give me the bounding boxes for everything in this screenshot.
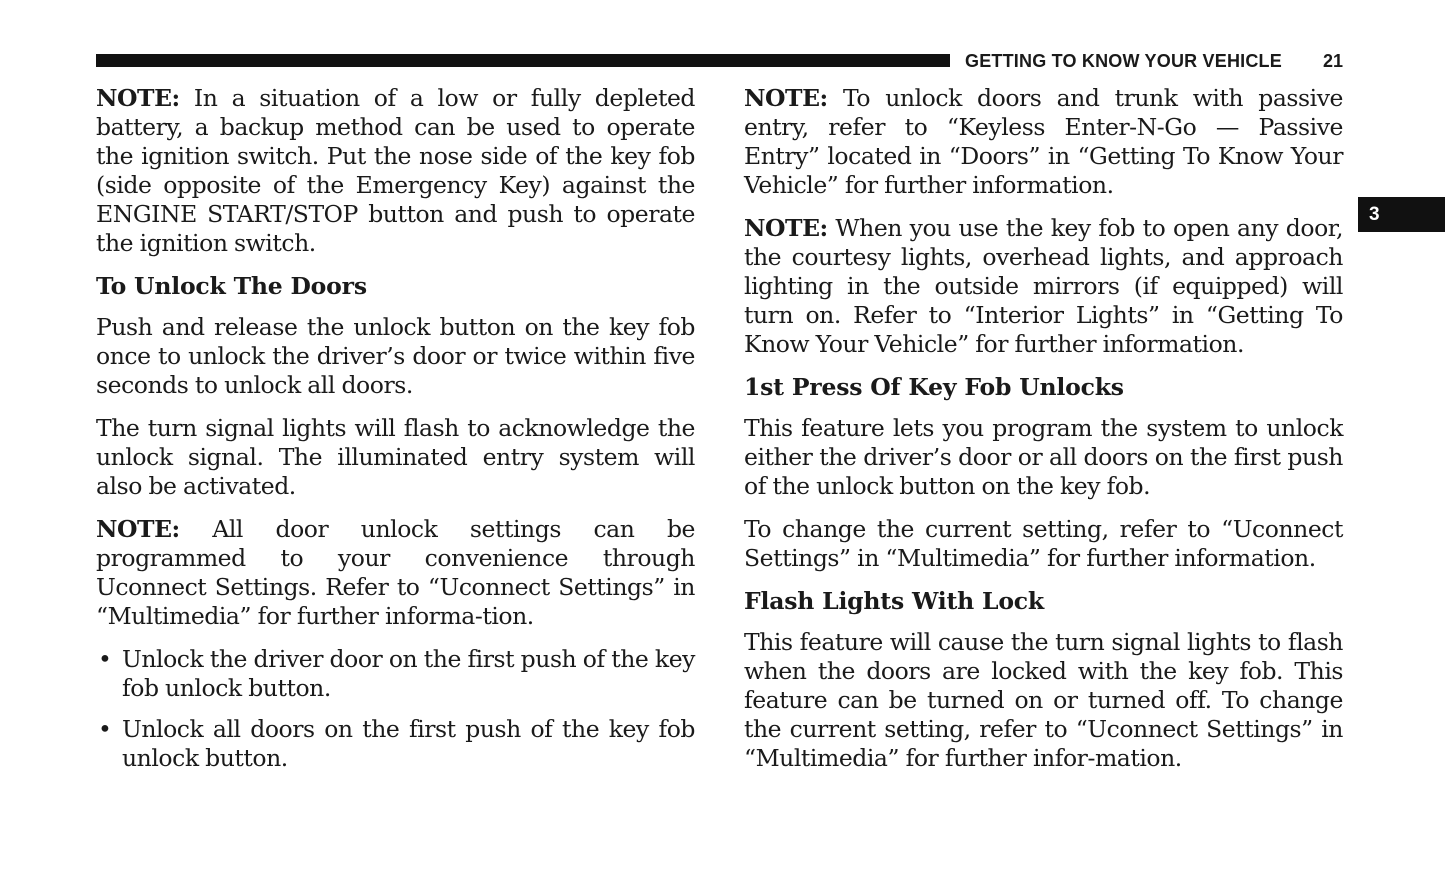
paragraph-change-setting: To change the current setting, refer to “Uconnect Settings” in “Multimedia” for further information. [744, 515, 1343, 572]
note-text: To unlock doors and trunk with passive entry, refer to “Keyless Enter-N-Go — Passive Entry” located in “Doors” in “Getting To Know Your Vehicle” for further information. [744, 84, 1343, 199]
note-label: NOTE: [96, 515, 180, 543]
note-courtesy-lights [744, 214, 1343, 359]
chapter-tab: 3 [1358, 197, 1445, 232]
note-text: All door unlock settings can be programmed to your convenience through Uconnect Settings. Refer to “Uconnect Settings” in “Multimedia” for further informa-tion. [96, 515, 695, 630]
list-item [96, 715, 695, 773]
list-item [96, 645, 695, 703]
note-label: NOTE: [96, 84, 180, 112]
left-column [96, 84, 695, 785]
note-text: In a situation of a low or fully depleted battery, a backup method can be used to operate the ignition switch. Put the nose side of the key fob (side opposite of the Emergency Key) against the ENGINE START/STOP button and push to operate the ignition switch. [96, 84, 695, 257]
heading-flash-lights-with-lock: Flash Lights With Lock [744, 587, 1044, 615]
paragraph-turn-signal: The turn signal lights will flash to acknowledge the unlock signal. The illuminated entry system will also be activated. [96, 414, 695, 500]
note-label: NOTE: [744, 214, 828, 242]
note-passive-entry [744, 84, 1343, 200]
right-column [744, 84, 1343, 787]
note-low-battery [96, 84, 695, 258]
note-unlock-settings [96, 515, 695, 631]
running-header-title: GETTING TO KNOW YOUR VEHICLE [965, 51, 1282, 71]
header-rule [96, 54, 950, 67]
heading-to-unlock-the-doors: To Unlock The Doors [96, 272, 367, 300]
paragraph-feature-program: This feature lets you program the system to unlock either the driver’s door or all doors on the first push of the unlock button on the key fob. [744, 414, 1343, 500]
heading-first-press-unlocks: 1st Press Of Key Fob Unlocks [744, 373, 1124, 401]
paragraph-flash-lights: This feature will cause the turn signal lights to flash when the doors are locked with the key fob. This feature can be turned on or turned off. To change the current setting, refer to “Uconnect Settings” in “Multimedia” for further infor-mation. [744, 628, 1343, 772]
page-number: 21 [1323, 51, 1344, 71]
paragraph-push-release: Push and release the unlock button on the key fob once to unlock the driver’s door or twice within five seconds to unlock all doors. [96, 313, 695, 399]
unlock-options-list [96, 645, 695, 773]
note-label: NOTE: [744, 84, 828, 112]
list-item-text: Unlock the driver door on the first push of the key fob unlock button. [122, 645, 695, 702]
bullet-icon: • [98, 645, 112, 673]
bullet-icon: • [98, 715, 112, 743]
list-item-text: Unlock all doors on the first push of the key fob unlock button. [122, 715, 695, 772]
note-text: When you use the key fob to open any door, the courtesy lights, overhead lights, and approach lighting in the outside mirrors (if equipped) will turn on. Refer to “Interior Lights” in “Getting To Know Your Vehicle” for further information. [744, 214, 1343, 358]
